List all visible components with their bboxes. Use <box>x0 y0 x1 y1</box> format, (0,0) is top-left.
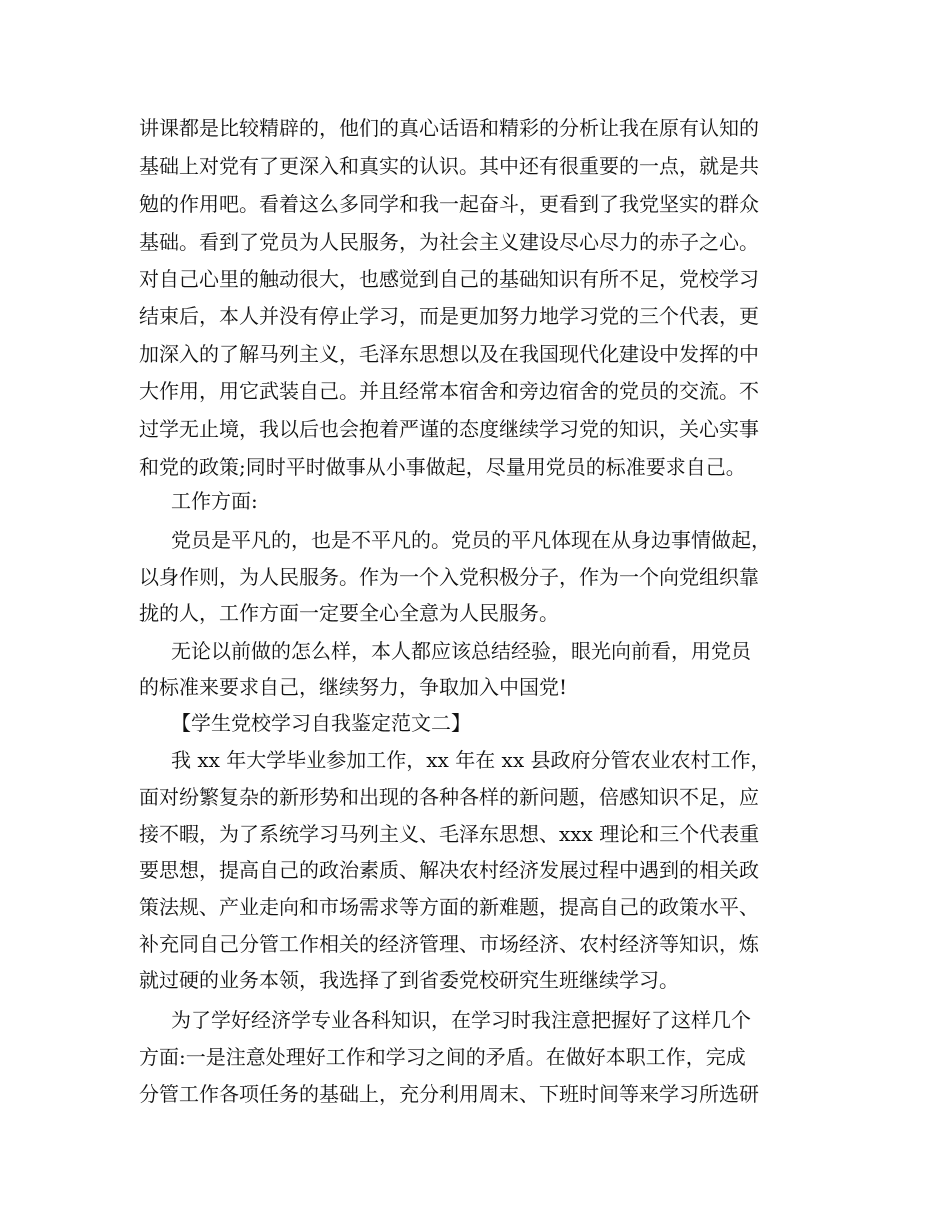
text-line: 基础上对党有了更深入和真实的认识。其中还有很重要的一点，就是共 <box>139 154 759 178</box>
section-heading-work: 工作方面: <box>171 489 258 513</box>
text-line: 要思想，提高自己的政治素质、解决农村经济发展过程中遇到的相关政 <box>139 858 759 882</box>
text-line: 接不暇，为了系统学习马列主义、毛泽东思想、xxx 理论和三个代表重 <box>139 822 760 846</box>
text-line: 拢的人，工作方面一定要全心全意为人民服务。 <box>139 601 559 625</box>
section-title-sample-two: 【学生党校学习自我鉴定范文二】 <box>171 711 471 735</box>
text-line: 加深入的了解马列主义，毛泽东思想以及在我国现代化建设中发挥的中 <box>139 342 759 366</box>
text-line: 分管工作各项任务的基础上，充分利用周末、下班时间等来学习所选研 <box>139 1082 759 1106</box>
text-line: 为了学好经济学专业各科知识，在学习时我注意把握好了这样几个 <box>171 1008 751 1032</box>
text-line: 结束后，本人并没有停止学习，而是更加努力地学习党的三个代表，更 <box>139 304 759 328</box>
text-line: 的标准来要求自己，继续努力，争取加入中国党! <box>139 675 568 699</box>
text-line: 方面:一是注意处理好工作和学习之间的矛盾。在做好本职工作，完成 <box>139 1045 746 1069</box>
text-line: 面对纷繁复杂的新形势和出现的各种各样的新问题，倍感知识不足，应 <box>139 785 759 809</box>
text-line: 勉的作用吧。看着这么多同学和我一起奋斗，更看到了我党坚实的群众 <box>139 192 759 216</box>
text-line: 讲课都是比较精辟的，他们的真心话语和精彩的分析让我在原有认知的 <box>139 116 759 140</box>
text-line: 我 xx 年大学毕业参加工作，xx 年在 xx 县政府分管农业农村工作， <box>171 748 771 772</box>
text-line: 对自己心里的触动很大，也感觉到自己的基础知识有所不足，党校学习 <box>139 267 759 291</box>
text-line: 党员是平凡的，也是不平凡的。党员的平凡体现在从身边事情做起， <box>171 528 771 552</box>
text-line: 无论以前做的怎么样，本人都应该总结经验，眼光向前看，用党员 <box>171 639 751 663</box>
text-line: 策法规、产业走向和市场需求等方面的新难题，提高自己的政策水平、 <box>139 895 759 919</box>
text-line: 补充同自己分管工作相关的经济管理、市场经济、农村经济等知识，炼 <box>139 932 759 956</box>
text-line: 大作用，用它武装自己。并且经常本宿舍和旁边宿舍的党员的交流。不 <box>139 379 759 403</box>
text-line: 就过硬的业务本领，我选择了到省委党校研究生班继续学习。 <box>139 968 679 992</box>
text-line: 基础。看到了党员为人民服务，为社会主义建设尽心尽力的赤子之心。 <box>139 230 759 254</box>
text-line: 和党的政策;同时平时做事从小事做起，尽量用党员的标准要求自己。 <box>139 455 746 479</box>
text-line: 过学无止境，我以后也会抱着严谨的态度继续学习党的知识，关心实事 <box>139 417 759 441</box>
text-line: 以身作则，为人民服务。作为一个入党积极分子，作为一个向党组织靠 <box>139 565 759 589</box>
